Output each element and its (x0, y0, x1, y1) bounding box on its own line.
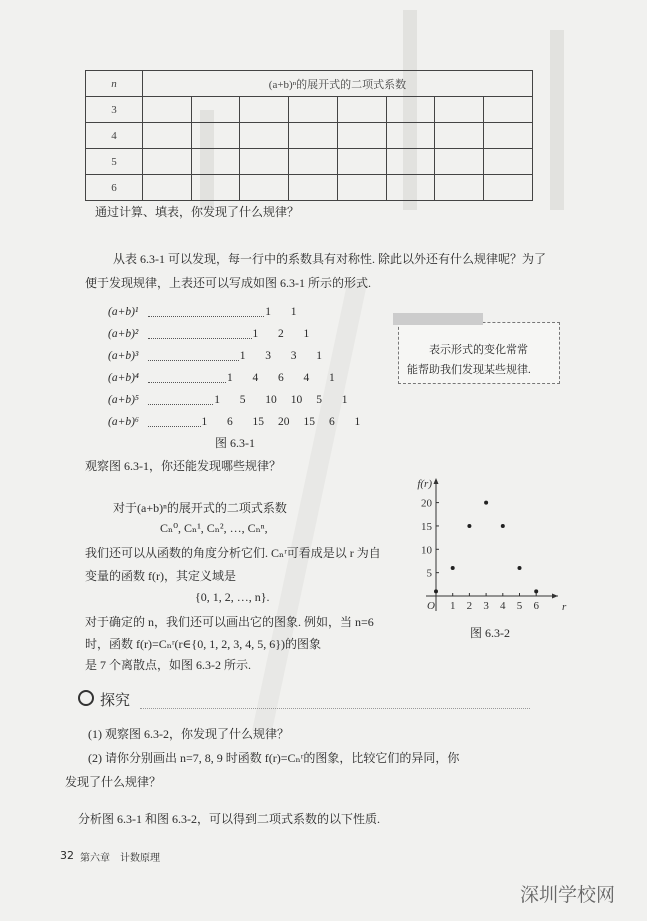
question: 观察图 6.3-1，你还能发现哪些规律？ (85, 459, 281, 473)
pascal-row-label: (a+b)³ (108, 350, 139, 362)
pascal-value: 1 (239, 350, 246, 362)
origin-label: O (427, 600, 435, 612)
x-tick-label: 1 (449, 600, 456, 612)
divider (140, 708, 530, 709)
paragraph: 我们还可以从函数的角度分析它们. Cₙʳ可看成是以 r 为自 (85, 546, 381, 560)
paragraph: 便于发现规律，上表还可以写成如图 6.3-1 所示的形式. (85, 276, 371, 290)
data-point (501, 524, 505, 528)
pascal-row-label: (a+b)⁴ (108, 372, 139, 384)
row-n: 4 (86, 123, 143, 149)
pascal-value: 5 (239, 394, 246, 406)
pascal-row-label: (a+b)⁵ (108, 394, 139, 406)
pascal-value: 3 (265, 350, 271, 362)
paragraph: 变量的函数 f(r)，其定义域是 (85, 569, 236, 583)
site-watermark: 深圳学校网 (520, 885, 616, 906)
paragraph: 分析图 6.3-1 和图 6.3-2，可以得到二项式系数的以下性质. (78, 812, 380, 826)
x-axis-arrow (552, 594, 558, 599)
row-n: 6 (86, 175, 143, 201)
header-title: (a+b)ⁿ的展开式的二项式系数 (143, 71, 533, 97)
x-tick-label: 2 (466, 600, 473, 612)
pascal-value: 1 (252, 328, 259, 340)
row-n: 5 (86, 149, 143, 175)
pascal-value: 1 (303, 328, 310, 340)
explore-question: (1) 观察图 6.3-2，你发现了什么规律？ (88, 727, 289, 741)
data-point (451, 566, 455, 570)
paragraph: 对于确定的 n，我们还可以画出它的图象. 例如，当 n=6 (85, 615, 374, 629)
pascal-value: 6 (329, 416, 335, 428)
pascal-value: 15 (303, 416, 315, 428)
chapter-title: 第六章 计数原理 (80, 853, 160, 864)
pascal-value: 10 (265, 394, 277, 406)
pascal-value: 1 (316, 350, 322, 362)
pascal-value: 4 (252, 372, 259, 384)
pascal-value: 1 (329, 372, 335, 384)
x-tick-label: 5 (516, 600, 523, 612)
pascal-value: 10 (290, 394, 303, 406)
paragraph: 从表 6.3-1 可以发现，每一行中的系数具有对称性. 除此以外还有什么规律呢？为了 (113, 252, 546, 266)
y-axis-arrow (434, 478, 439, 484)
explore-question: (2) 请你分别画出 n=7, 8, 9 时函数 f(r)=Cₙʳ的图象，比较它们的异同，你 (88, 751, 460, 765)
pascal-value: 1 (290, 306, 297, 318)
header-n: n (86, 71, 143, 97)
paragraph: 对于(a+b)ⁿ的展开式的二项式系数 (113, 501, 287, 515)
formula: {0, 1, 2, …, n}. (195, 590, 270, 604)
page-number: 32 (60, 849, 74, 862)
pascal-value: 6 (278, 372, 284, 384)
pascal-value: 2 (278, 328, 284, 340)
y-tick-label: 5 (426, 567, 432, 580)
data-point (484, 501, 488, 505)
note-text: 表示形式的变化常常 (429, 344, 528, 356)
pascal-value: 1 (227, 372, 233, 384)
x-tick-label: 4 (500, 600, 506, 612)
row-n: 3 (86, 97, 143, 123)
paragraph: 是 7 个离散点，如图 6.3-2 所示. (85, 658, 251, 672)
question-fill-table: 通过计算、填表，你发现了什么规律？ (95, 205, 300, 219)
pascal-value: 1 (201, 416, 208, 428)
data-point (434, 589, 438, 593)
pascal-value: 1 (214, 394, 220, 406)
y-tick-label: 20 (421, 497, 432, 510)
x-axis-label: r (562, 601, 567, 613)
data-point (518, 566, 522, 570)
pascal-value: 4 (303, 372, 310, 384)
x-tick-label: 6 (533, 600, 539, 612)
note-text: 能帮助我们发现某些规律. (407, 364, 531, 376)
pascal-value: 1 (265, 306, 271, 318)
pascal-row-label: (a+b)¹ (108, 306, 139, 318)
figure-caption: 图 6.3-1 (215, 436, 255, 450)
data-point (467, 524, 471, 528)
y-tick-label: 15 (421, 520, 432, 533)
pascal-value: 3 (290, 350, 297, 362)
pascal-value: 5 (316, 394, 322, 406)
y-tick-label: 10 (421, 544, 432, 557)
pascal-value: 1 (354, 416, 361, 428)
paragraph: 时，函数 f(r)=Cₙʳ(r∈{0, 1, 2, 3, 4, 5, 6})的图象 (85, 637, 321, 651)
x-tick-label: 3 (483, 600, 489, 612)
pascal-row-label: (a+b)⁶ (108, 416, 139, 428)
data-point (534, 589, 538, 593)
explore-title: 探究 (100, 691, 131, 709)
explore-question: 发现了什么规律？ (65, 775, 162, 789)
pascal-value: 6 (227, 416, 233, 428)
pascal-value: 1 (341, 394, 348, 406)
pascal-value: 15 (252, 416, 264, 428)
explore-icon (78, 690, 94, 706)
y-axis-label: f(r) (417, 478, 432, 490)
pascal-value: 20 (278, 416, 290, 428)
formula: Cₙ⁰, Cₙ¹, Cₙ², …, Cₙⁿ, (160, 521, 268, 535)
pascal-row-label: (a+b)² (108, 328, 139, 340)
figure-caption: 图 6.3-2 (470, 626, 510, 640)
